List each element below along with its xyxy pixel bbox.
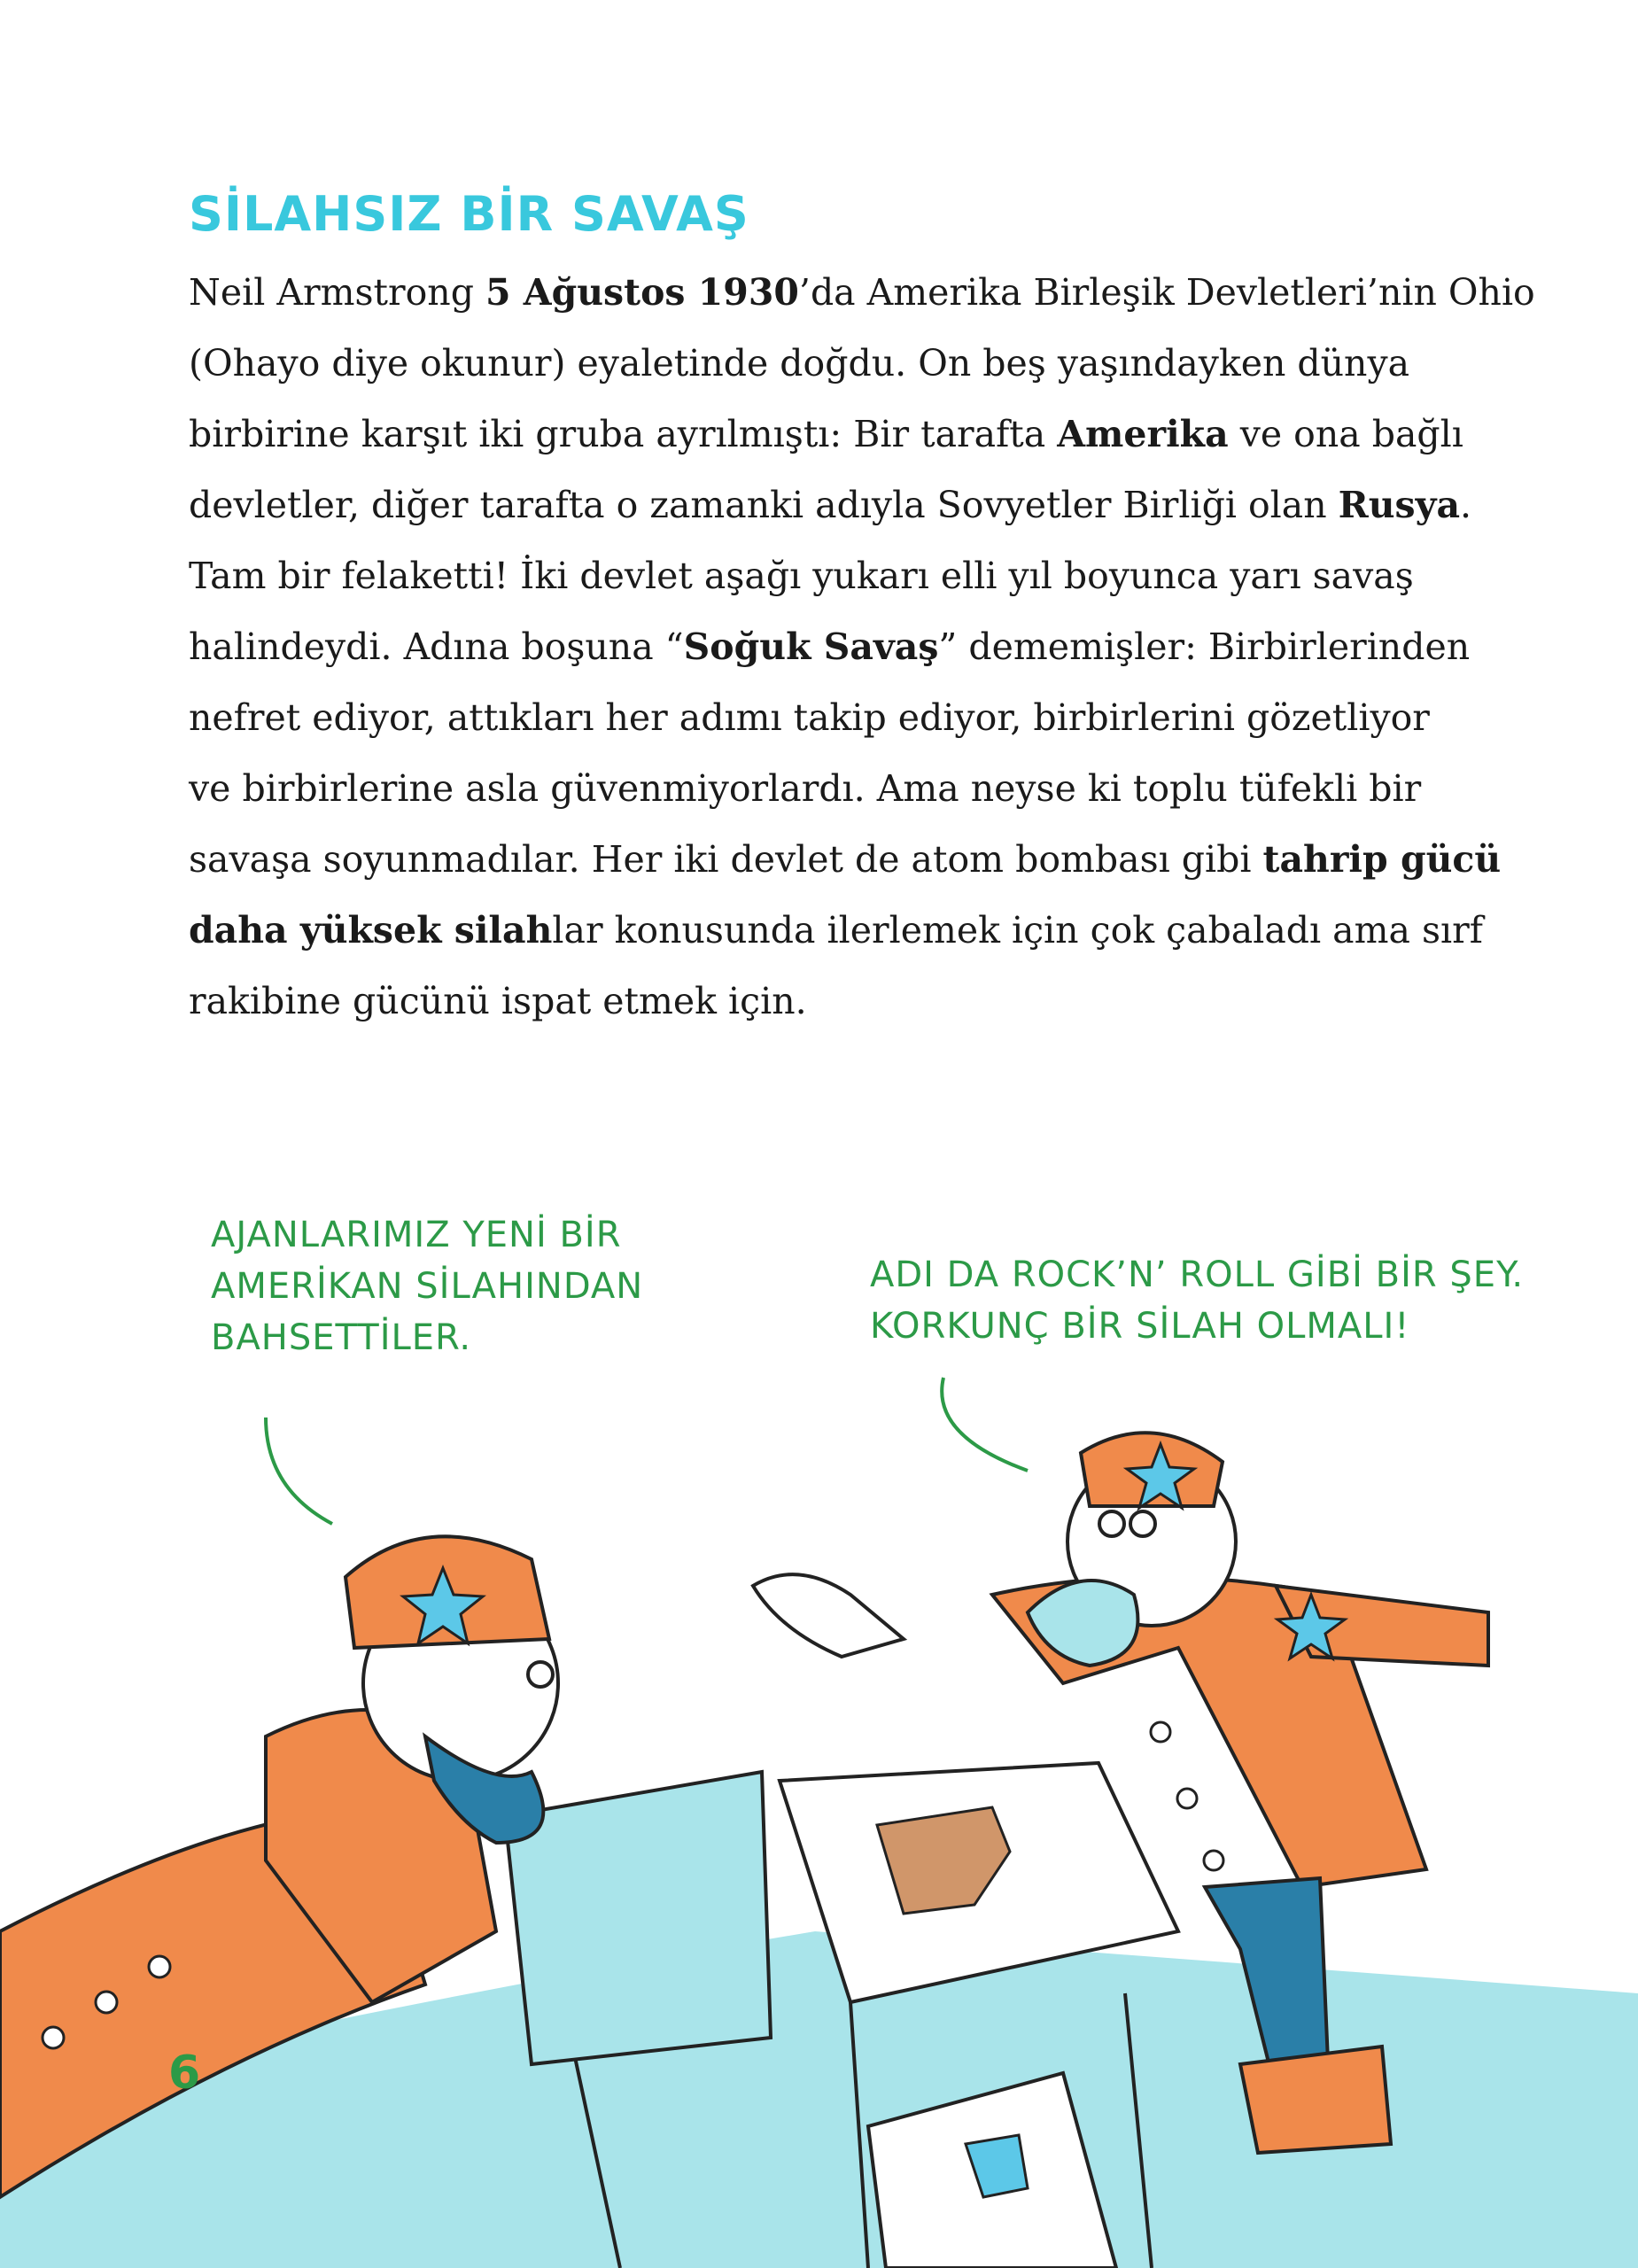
paragraph-line: ve birbirlerine asla güvenmiyorlardı. Ama neyse ki toplu tüfekli bir — [189, 767, 1422, 810]
speech-line: BAHSETTİLER. — [211, 1317, 472, 1358]
speech-line: AJANLARIMIZ YENİ BİR — [211, 1215, 622, 1255]
paragraph-line: (Ohayo diye okunur) eyaletinde doğdu. On beş yaşındayken dünya — [189, 342, 1410, 384]
text-run: Neil Armstrong — [189, 271, 485, 314]
bold-russia: Rusya — [1338, 484, 1461, 526]
speech-bubble-left — [211, 1209, 643, 1363]
button-icon — [1177, 1789, 1197, 1808]
speech-bubble-right — [870, 1249, 1524, 1352]
speech-line: ADI DA ROCK’N’ ROLL GİBİ BİR ŞEY. — [870, 1254, 1525, 1295]
right-soldier-boots — [1240, 2047, 1391, 2153]
text-run: birbirine karşıt iki gruba ayrılmıştı: Bir tarafta — [189, 413, 1058, 455]
speech-line: KORKUNÇ BİR SİLAH OLMALI! — [870, 1306, 1410, 1347]
paragraph-line: rakibine gücünü ispat etmek için. — [189, 980, 807, 1022]
text-run: ve ona bağlı — [1228, 413, 1463, 455]
text-run: lar konusunda ilerlemek için çok çabaladı ama sırf — [552, 909, 1483, 951]
speech-tail-left — [266, 1418, 332, 1524]
bold-date: 5 Ağustos 1930 — [485, 271, 799, 314]
button-icon — [96, 1992, 117, 2013]
right-soldier-eye — [1099, 1511, 1124, 1536]
bold-america: Amerika — [1057, 413, 1229, 455]
button-icon — [149, 1956, 170, 1977]
paragraph-line: nefret ediyor, attıkları her adımı takip ediyor, birbirlerini gözetliyor — [189, 696, 1430, 739]
paragraph-line: Tam bir felaketti! İki devlet aşağı yukarı elli yıl boyunca yarı savaş — [189, 555, 1414, 597]
button-icon — [1204, 1851, 1223, 1870]
right-soldier-hand — [753, 1574, 904, 1657]
bold-destructive: tahrip gücü — [1262, 838, 1502, 881]
text-run: halindeydi. Adına boşuna “ — [189, 625, 684, 668]
text-run: savaşa soyunmadılar. Her iki devlet de atom bombası gibi — [189, 838, 1263, 881]
bold-weapons: daha yüksek silah — [189, 909, 553, 951]
text-run: ” dememişler: Birbirlerinden — [938, 625, 1471, 668]
left-soldier-eye — [528, 1662, 553, 1687]
right-soldier-eye — [1130, 1511, 1155, 1536]
speech-line: AMERİKAN SİLAHINDAN — [211, 1266, 644, 1307]
button-icon — [1151, 1722, 1170, 1742]
page-number: 6 — [168, 2047, 201, 2100]
text-run: . — [1460, 484, 1472, 526]
text-run: ’da Amerika Birleşik Devletleri’nin Ohio — [798, 271, 1535, 314]
bold-cold-war: Soğuk Savaş — [683, 625, 939, 668]
speech-tail-right — [942, 1378, 1028, 1471]
button-icon — [43, 2027, 64, 2048]
section-heading: SİLAHSIZ BİR SAVAŞ — [189, 186, 749, 242]
text-run: devletler, diğer tarafta o zamanki adıyla Sovyetler Birliği olan — [189, 484, 1339, 526]
